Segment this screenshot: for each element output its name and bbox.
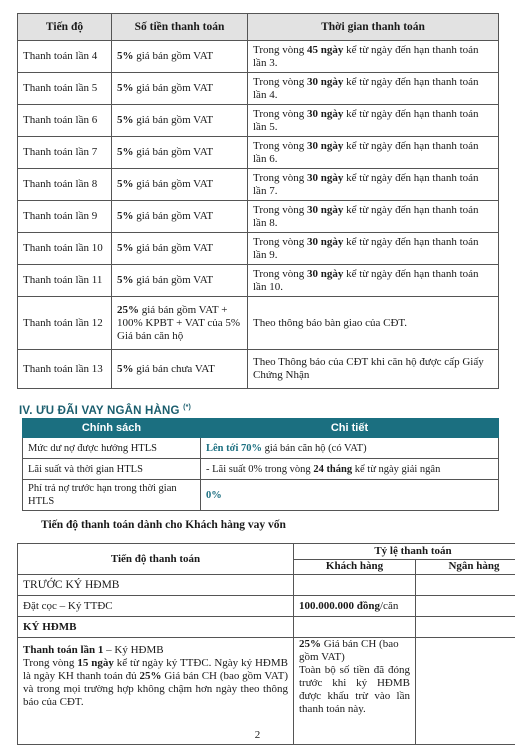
table-row (18, 617, 515, 638)
deposit-amount-cell: 100.000.000 đồng/căn (294, 596, 416, 617)
header-ratio: Tỷ lệ thanh toán (294, 544, 515, 560)
table-row (23, 480, 499, 511)
table-row (23, 438, 499, 459)
amount-cell: 5% giá bán gồm VAT (112, 105, 248, 137)
table-row (18, 105, 499, 137)
empty-cell (416, 617, 515, 638)
amount-cell: 25% giá bán gồm VAT + 100% KPBT + VAT của 5% Giá bán căn hộ (112, 297, 248, 350)
policy-cell: Mức dư nợ được hưởng HTLS (23, 438, 201, 459)
time-cell: Trong vòng 30 ngày kể từ ngày đến hạn thanh toán lần 6. (248, 137, 499, 169)
payment-schedule-table (17, 13, 499, 389)
time-cell: Trong vòng 30 ngày kể từ ngày đến hạn thanh toán lần 7. (248, 169, 499, 201)
header-bank: Ngân hàng (416, 559, 515, 575)
amount-cell: 5% giá bán gồm VAT (112, 137, 248, 169)
payment1-title: Thanh toán lần 1 – Ký HĐMB (23, 644, 164, 656)
amount-cell: 5% giá bán gồm VAT (112, 169, 248, 201)
empty-cell (294, 575, 416, 596)
time-cell: Trong vòng 30 ngày kể từ ngày đến hạn thanh toán lần 5. (248, 105, 499, 137)
amount-cell: 5% giá bán gồm VAT (112, 201, 248, 233)
policy-cell: Lãi suất và thời gian HTLS (23, 459, 201, 480)
loan-payment-table (17, 543, 515, 745)
time-cell: Trong vòng 30 ngày kể từ ngày đến hạn thanh toán lần 4. (248, 73, 499, 105)
table-row (18, 350, 499, 389)
payment1-body: Trong vòng 15 ngày kể từ ngày ký TTĐC. Ngày ký HĐMB là ngày KH thanh toán đủ 25% Giá bán CH (bao gồm VAT) và trong mọi trường hợp không chậm hơn ngày theo thông báo của CĐT. (23, 657, 288, 708)
table-header-row (23, 419, 499, 438)
amount-cell: 5% giá bán chưa VAT (112, 350, 248, 389)
amount-cell: 5% giá bán gồm VAT (112, 265, 248, 297)
empty-cell (294, 617, 416, 638)
payment1-customer-note: Toàn bộ số tiền đã đóng trước khi ký HĐMB được khấu trừ vào lần thanh toán này. (299, 664, 410, 715)
table-row (18, 169, 499, 201)
table-row (18, 297, 499, 350)
time-cell: Theo Thông báo của CĐT khi căn hộ được cấp Giấy Chứng Nhận (248, 350, 499, 389)
header-amount: Số tiền thanh toán (112, 14, 248, 41)
bank-loan-table (22, 418, 499, 511)
header-policy: Chính sách (23, 419, 201, 438)
stage-cell: Thanh toán lần 5 (18, 73, 112, 105)
header-time: Thời gian thanh toán (248, 14, 499, 41)
amount-cell: 5% giá bán gồm VAT (112, 41, 248, 73)
table-header-row (18, 14, 499, 41)
detail-cell: Lên tới 70% giá bán căn hộ (có VAT) (201, 438, 499, 459)
policy-cell: Phí trả nợ trước hạn trong thời gian HTLS (23, 480, 201, 511)
stage-cell: Thanh toán lần 8 (18, 169, 112, 201)
table-header-row (18, 544, 515, 560)
detail-cell: - Lãi suất 0% trong vòng 24 tháng kể từ ngày giải ngân (201, 459, 499, 480)
stage-cell: Thanh toán lần 6 (18, 105, 112, 137)
header-stage: Tiến độ (18, 14, 112, 41)
page-number: 2 (254, 729, 261, 741)
stage-cell: Thanh toán lần 9 (18, 201, 112, 233)
empty-cell (416, 596, 515, 617)
table-row (18, 265, 499, 297)
table-row (18, 575, 515, 596)
section-label: KÝ HĐMB (18, 617, 294, 638)
stage-cell: Thanh toán lần 12 (18, 297, 112, 350)
subheading: Tiến độ thanh toán dành cho Khách hàng vay vốn (41, 519, 286, 531)
time-cell: Theo thông báo bàn giao của CĐT. (248, 297, 499, 350)
time-cell: Trong vòng 30 ngày kể từ ngày đến hạn thanh toán lần 10. (248, 265, 499, 297)
stage-cell: Thanh toán lần 4 (18, 41, 112, 73)
header-customer: Khách hàng (294, 559, 416, 575)
section-heading: IV. ƯU ĐÃI VAY NGÂN HÀNG (*) (19, 404, 192, 417)
table-row (18, 201, 499, 233)
table-row (18, 233, 499, 265)
section-label: TRƯỚC KÝ HĐMB (18, 575, 294, 596)
empty-cell (416, 575, 515, 596)
time-cell: Trong vòng 45 ngày kể từ ngày đến hạn thanh toán lần 3. (248, 41, 499, 73)
detail-cell: 0% (201, 480, 499, 511)
amount-cell: 5% giá bán gồm VAT (112, 73, 248, 105)
table-row (23, 459, 499, 480)
stage-cell: Thanh toán lần 11 (18, 265, 112, 297)
time-cell: Trong vòng 30 ngày kể từ ngày đến hạn thanh toán lần 8. (248, 201, 499, 233)
time-cell: Trong vòng 30 ngày kể từ ngày đến hạn thanh toán lần 9. (248, 233, 499, 265)
table-row (18, 596, 515, 617)
stage-cell: Thanh toán lần 7 (18, 137, 112, 169)
amount-cell: 5% giá bán gồm VAT (112, 233, 248, 265)
table-row (18, 137, 499, 169)
stage-cell: Thanh toán lần 10 (18, 233, 112, 265)
table-row (18, 73, 499, 105)
header-progress: Tiến độ thanh toán (18, 544, 294, 575)
stage-cell: Thanh toán lần 13 (18, 350, 112, 389)
payment1-customer-ratio: 25% Giá bán CH (bao gồm VAT) (299, 638, 399, 663)
table-row (18, 41, 499, 73)
header-detail: Chi tiết (201, 419, 499, 438)
deposit-label: Đặt cọc – Ký TTĐC (18, 596, 294, 617)
